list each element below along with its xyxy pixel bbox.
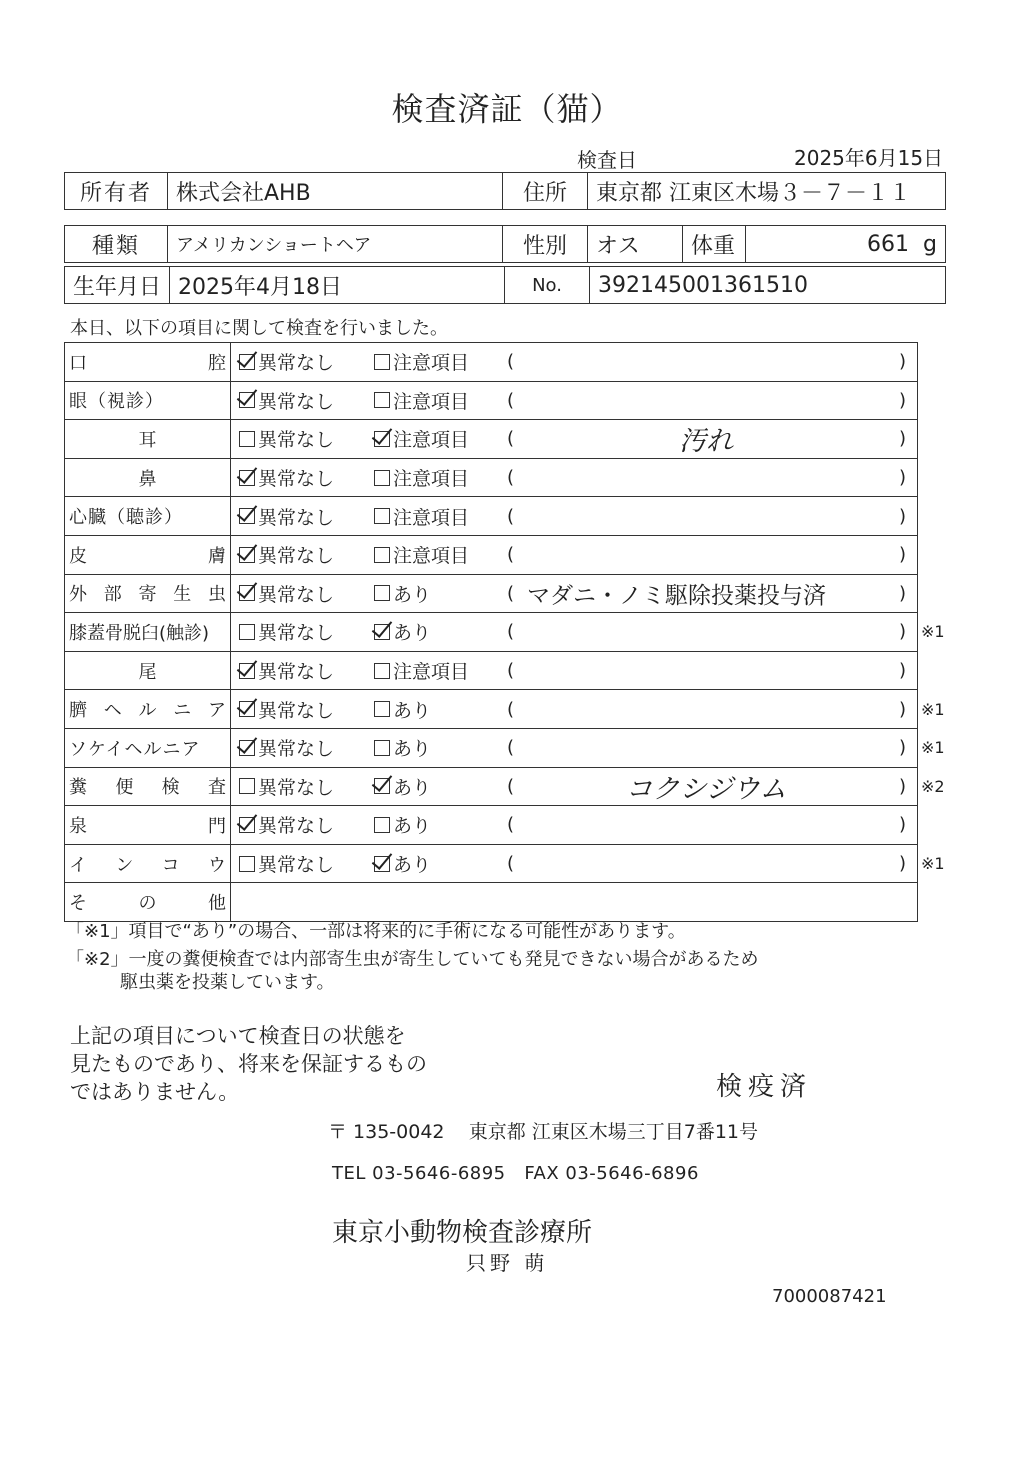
- normal-checkbox[interactable]: [239, 536, 334, 574]
- checkbox-label: 注意項目: [393, 429, 470, 452]
- paren-close: ): [899, 582, 907, 604]
- footnote-mark: ※1: [921, 738, 945, 758]
- inspection-row: [65, 690, 945, 729]
- checkbox-icon: [374, 856, 390, 872]
- paren-open: (: [507, 544, 515, 566]
- paren-close: ): [899, 505, 907, 527]
- checkbox-label: 異常なし: [258, 622, 335, 645]
- checkbox-icon: [239, 585, 255, 601]
- checkbox-icon: [374, 547, 390, 563]
- footnote-mark: ※1: [921, 622, 945, 642]
- normal-checkbox[interactable]: [239, 845, 334, 883]
- inspection-row: [65, 652, 917, 691]
- inspection-row: [65, 459, 917, 498]
- item-label-char: 門: [208, 815, 226, 837]
- normal-checkbox[interactable]: [239, 575, 334, 613]
- checkbox-label: 注意項目: [393, 390, 470, 413]
- inspection-row: [65, 729, 945, 768]
- item-label-char: 外: [69, 584, 87, 606]
- checkbox-label: 注意項目: [393, 468, 470, 491]
- paren-close: ): [899, 544, 907, 566]
- item-note: コクシジウム: [625, 773, 787, 805]
- item-label-char: コ: [161, 854, 180, 876]
- paren-close: ): [899, 775, 907, 797]
- item-label-char: 腔: [208, 352, 226, 374]
- no-value: 392145001361510: [590, 267, 946, 304]
- item-label: [65, 575, 231, 613]
- inspection-row: [65, 806, 917, 845]
- checkbox-icon: [374, 817, 390, 833]
- checkbox-icon: [239, 547, 255, 563]
- inspection-grid: [64, 342, 945, 922]
- checkbox-label: 異常なし: [258, 583, 335, 606]
- checkbox-label: 異常なし: [258, 815, 335, 838]
- item-label-char: 部: [103, 584, 122, 606]
- item-label-char: ヘ: [103, 700, 122, 722]
- paren-close: ): [899, 814, 907, 836]
- checkbox-label: 注意項目: [393, 545, 470, 568]
- paren-open: (: [507, 737, 515, 759]
- intro-text: 本日、以下の項目に関して検査を行いました。: [70, 318, 448, 339]
- paren-open: (: [507, 351, 515, 373]
- item-note: 汚れ: [679, 426, 733, 458]
- item-label-char: 膚: [208, 545, 226, 567]
- disclaimer-line: ではありません。: [70, 1080, 240, 1104]
- animal-table: [64, 225, 946, 263]
- item-note: [513, 806, 899, 844]
- checkbox-icon: [239, 740, 255, 756]
- paren-close: ): [899, 428, 907, 450]
- checkbox-label: 注意項目: [393, 352, 470, 375]
- normal-checkbox[interactable]: [239, 806, 334, 844]
- owner-value: 株式会社AHB: [168, 173, 503, 210]
- inspection-row: [65, 420, 917, 459]
- item-note: [513, 613, 899, 651]
- checkbox-icon: [239, 701, 255, 717]
- checkbox-icon: [239, 817, 255, 833]
- footnote-2b: 駆虫薬を投薬しています。: [120, 972, 335, 993]
- checkbox-label: 異常なし: [258, 661, 335, 684]
- item-label-char: ウ: [207, 854, 226, 876]
- item-note: [513, 497, 899, 535]
- attention-checkbox[interactable]: [374, 806, 431, 844]
- checkbox-icon: [374, 470, 390, 486]
- item-label-char: そ: [69, 893, 87, 915]
- animal-table-2: [64, 266, 946, 304]
- item-label-char: 虫: [208, 584, 226, 606]
- item-note: [513, 459, 899, 497]
- breed-value: アメリカンショートヘア: [168, 226, 503, 263]
- item-label: [65, 497, 231, 535]
- checkbox-label: 異常なし: [258, 429, 335, 452]
- item-note: [513, 343, 899, 381]
- paren-open: (: [507, 775, 515, 797]
- checkbox-icon: [374, 585, 390, 601]
- footnote-mark: ※1: [921, 699, 945, 719]
- checkbox-label: 異常なし: [258, 699, 335, 722]
- attention-checkbox[interactable]: [374, 382, 469, 420]
- checkbox-icon: [239, 508, 255, 524]
- paren-close: ): [899, 389, 907, 411]
- item-label-char: ニ: [173, 700, 192, 722]
- item-label-char: 泉: [69, 815, 87, 837]
- footnote-1: 「※1」項目で“あり”の場合、一部は将来的に手術になる可能性があります。: [66, 921, 686, 942]
- item-note: [513, 536, 899, 574]
- paren-open: (: [507, 389, 515, 411]
- item-label: [65, 845, 231, 883]
- item-label-char: 口: [69, 352, 87, 374]
- footnote-2a: 「※2」一度の糞便検査では内部寄生虫が寄生していても発見できない場合があるため: [66, 949, 759, 970]
- item-label-text: 膝蓋骨脱臼(触診): [69, 622, 210, 644]
- postal-code: 〒 135-0042: [328, 1121, 445, 1143]
- clinic-address-line: [328, 1117, 758, 1144]
- attention-checkbox[interactable]: [374, 613, 431, 651]
- address-value: 東京都 江東区木場３－７－１１: [588, 173, 946, 210]
- clinic-name: 東京小動物検査診療所: [332, 1218, 593, 1248]
- item-note: [513, 382, 899, 420]
- item-label: [65, 536, 231, 574]
- clinic-tel: TEL 03-5646-6895: [332, 1163, 506, 1184]
- paren-open: (: [507, 467, 515, 489]
- normal-checkbox[interactable]: [239, 420, 334, 458]
- clinic-contact: [332, 1163, 699, 1184]
- checkbox-label: 異常なし: [258, 776, 335, 799]
- paren-close: ): [899, 467, 907, 489]
- checkbox-icon: [374, 740, 390, 756]
- checkbox-icon: [374, 701, 390, 717]
- disclaimer-line: 見たものであり、将来を保証するもの: [70, 1052, 427, 1076]
- item-label-char: 臍: [69, 700, 87, 722]
- attention-checkbox[interactable]: [374, 497, 469, 535]
- item-label: [65, 382, 231, 420]
- item-label: [65, 806, 231, 844]
- attention-checkbox[interactable]: [374, 652, 469, 690]
- normal-checkbox[interactable]: [239, 652, 334, 690]
- inspection-date: 2025年6月15日: [794, 146, 944, 170]
- disclaimer: [70, 1022, 427, 1106]
- clinic-fax: FAX 03-5646-6896: [524, 1163, 699, 1184]
- checkbox-label: あり: [393, 583, 432, 606]
- item-label-char: の: [138, 893, 157, 915]
- paren-close: ): [899, 660, 907, 682]
- checkbox-icon: [374, 778, 390, 794]
- checkbox-icon: [239, 663, 255, 679]
- weight-cell: [746, 226, 946, 263]
- checkbox-icon: [239, 624, 255, 640]
- normal-checkbox[interactable]: [239, 690, 334, 728]
- item-note: マダニ・ノミ駆除投薬投与済: [527, 582, 826, 609]
- inspection-row: [65, 343, 917, 382]
- inspection-row: [65, 768, 945, 807]
- checkbox-label: 注意項目: [393, 506, 470, 529]
- item-label-text: 心臓（聴診）: [69, 507, 183, 529]
- checkbox-label: あり: [393, 854, 432, 877]
- checkbox-label: 異常なし: [258, 545, 335, 568]
- item-label-char: 便: [115, 777, 134, 799]
- item-label: [65, 768, 231, 806]
- item-label-char: ア: [208, 700, 226, 722]
- checkbox-icon: [374, 508, 390, 524]
- item-label-char: ン: [115, 854, 134, 876]
- paren-close: ): [899, 351, 907, 373]
- disclaimer-line: 上記の項目について検査日の状態を: [70, 1024, 406, 1048]
- paren-open: (: [507, 582, 515, 604]
- attention-checkbox[interactable]: [374, 768, 431, 806]
- checkbox-label: あり: [393, 815, 432, 838]
- item-note: [513, 652, 899, 690]
- paren-close: ): [899, 621, 907, 643]
- checkbox-icon: [374, 392, 390, 408]
- item-note: [513, 845, 899, 883]
- checkbox-label: 異常なし: [258, 352, 335, 375]
- checkbox-icon: [374, 663, 390, 679]
- birth-label: 生年月日: [65, 267, 170, 304]
- footnote-mark: ※1: [921, 854, 945, 874]
- owner-label: 所有者: [65, 173, 168, 210]
- doctor-name: 只野 萌: [466, 1251, 549, 1275]
- item-label: [65, 652, 231, 690]
- owner-table: [64, 172, 946, 210]
- paren-close: ): [899, 737, 907, 759]
- item-label: [65, 729, 231, 767]
- item-label-char: ル: [138, 700, 157, 722]
- checkbox-label: あり: [393, 776, 432, 799]
- paren-open: (: [507, 428, 515, 450]
- item-label-char: 鼻: [138, 468, 157, 490]
- address-label: 住所: [503, 173, 588, 210]
- inspection-row: [65, 497, 917, 536]
- item-label-char: 尾: [138, 661, 157, 683]
- checkbox-label: 異常なし: [258, 854, 335, 877]
- checkbox-icon: [239, 856, 255, 872]
- weight-label: 体重: [683, 226, 746, 263]
- item-label-text: 眼（視診）: [69, 391, 164, 413]
- checkbox-icon: [374, 431, 390, 447]
- sex-value: オス: [588, 226, 683, 263]
- checkbox-icon: [239, 470, 255, 486]
- checkbox-label: 異常なし: [258, 468, 335, 491]
- inspection-row: [65, 845, 945, 884]
- quarantine-stamp: 検疫済: [716, 1072, 813, 1102]
- attention-checkbox[interactable]: [374, 845, 431, 883]
- normal-checkbox[interactable]: [239, 343, 334, 381]
- checkbox-icon: [374, 354, 390, 370]
- item-label-char: 生: [173, 584, 192, 606]
- paren-open: (: [507, 621, 515, 643]
- checkbox-label: 異常なし: [258, 738, 335, 761]
- attention-checkbox[interactable]: [374, 690, 431, 728]
- normal-checkbox[interactable]: [239, 382, 334, 420]
- attention-checkbox[interactable]: [374, 575, 431, 613]
- checkbox-icon: [374, 624, 390, 640]
- item-note: [513, 729, 899, 767]
- attention-checkbox[interactable]: [374, 343, 469, 381]
- item-label-char: 皮: [69, 545, 87, 567]
- normal-checkbox[interactable]: [239, 768, 334, 806]
- item-label: [65, 883, 231, 921]
- item-label-char: 糞: [69, 777, 87, 799]
- paren-open: (: [507, 698, 515, 720]
- attention-checkbox[interactable]: [374, 459, 469, 497]
- paren-open: (: [507, 505, 515, 527]
- item-label-char: 検: [161, 777, 180, 799]
- item-label-char: 耳: [138, 429, 157, 451]
- normal-checkbox[interactable]: [239, 497, 334, 535]
- checkbox-label: 異常なし: [258, 506, 335, 529]
- checkbox-label: 注意項目: [393, 661, 470, 684]
- item-label-char: 他: [208, 893, 226, 915]
- item-label-char: 査: [207, 777, 226, 799]
- birth-value: 2025年4月18日: [170, 267, 505, 304]
- checkbox-icon: [239, 392, 255, 408]
- no-label: No.: [505, 267, 590, 304]
- serial-number: 7000087421: [772, 1286, 887, 1307]
- inspection-row: [65, 382, 917, 421]
- checkbox-icon: [239, 431, 255, 447]
- inspection-row: [65, 536, 917, 575]
- inspection-row: [65, 613, 945, 652]
- item-label: [65, 459, 231, 497]
- checkbox-label: あり: [393, 622, 432, 645]
- normal-checkbox[interactable]: [239, 459, 334, 497]
- checkbox-icon: [239, 778, 255, 794]
- item-label-char: 寄: [138, 584, 157, 606]
- normal-checkbox[interactable]: [239, 613, 334, 651]
- page-title: 検査済証（猫）: [391, 90, 623, 128]
- weight-unit: g: [923, 231, 937, 257]
- item-label-text: ソケイヘルニア: [69, 738, 201, 760]
- paren-open: (: [507, 660, 515, 682]
- item-label: [65, 420, 231, 458]
- item-label: [65, 613, 231, 651]
- sex-label: 性別: [503, 226, 588, 263]
- item-note: [513, 690, 899, 728]
- attention-checkbox[interactable]: [374, 729, 431, 767]
- normal-checkbox[interactable]: [239, 729, 334, 767]
- paren-close: ): [899, 698, 907, 720]
- checkbox-icon: [239, 354, 255, 370]
- item-label-char: イ: [69, 854, 87, 876]
- clinic-address: 東京都 江東区木場三丁目7番11号: [468, 1121, 758, 1143]
- checkbox-label: 異常なし: [258, 390, 335, 413]
- inspection-row: [65, 575, 917, 614]
- weight-value: 661: [867, 231, 910, 257]
- breed-label: 種類: [65, 226, 168, 263]
- item-label: [65, 343, 231, 381]
- checkbox-label: あり: [393, 738, 432, 761]
- attention-checkbox[interactable]: [374, 536, 469, 574]
- paren-close: ): [899, 853, 907, 875]
- item-label: [65, 690, 231, 728]
- paren-open: (: [507, 814, 515, 836]
- paren-open: (: [507, 853, 515, 875]
- checkbox-label: あり: [393, 699, 432, 722]
- inspection-date-label: 検査日: [577, 148, 637, 172]
- footnote-mark: ※2: [921, 776, 945, 796]
- attention-checkbox[interactable]: [374, 420, 469, 458]
